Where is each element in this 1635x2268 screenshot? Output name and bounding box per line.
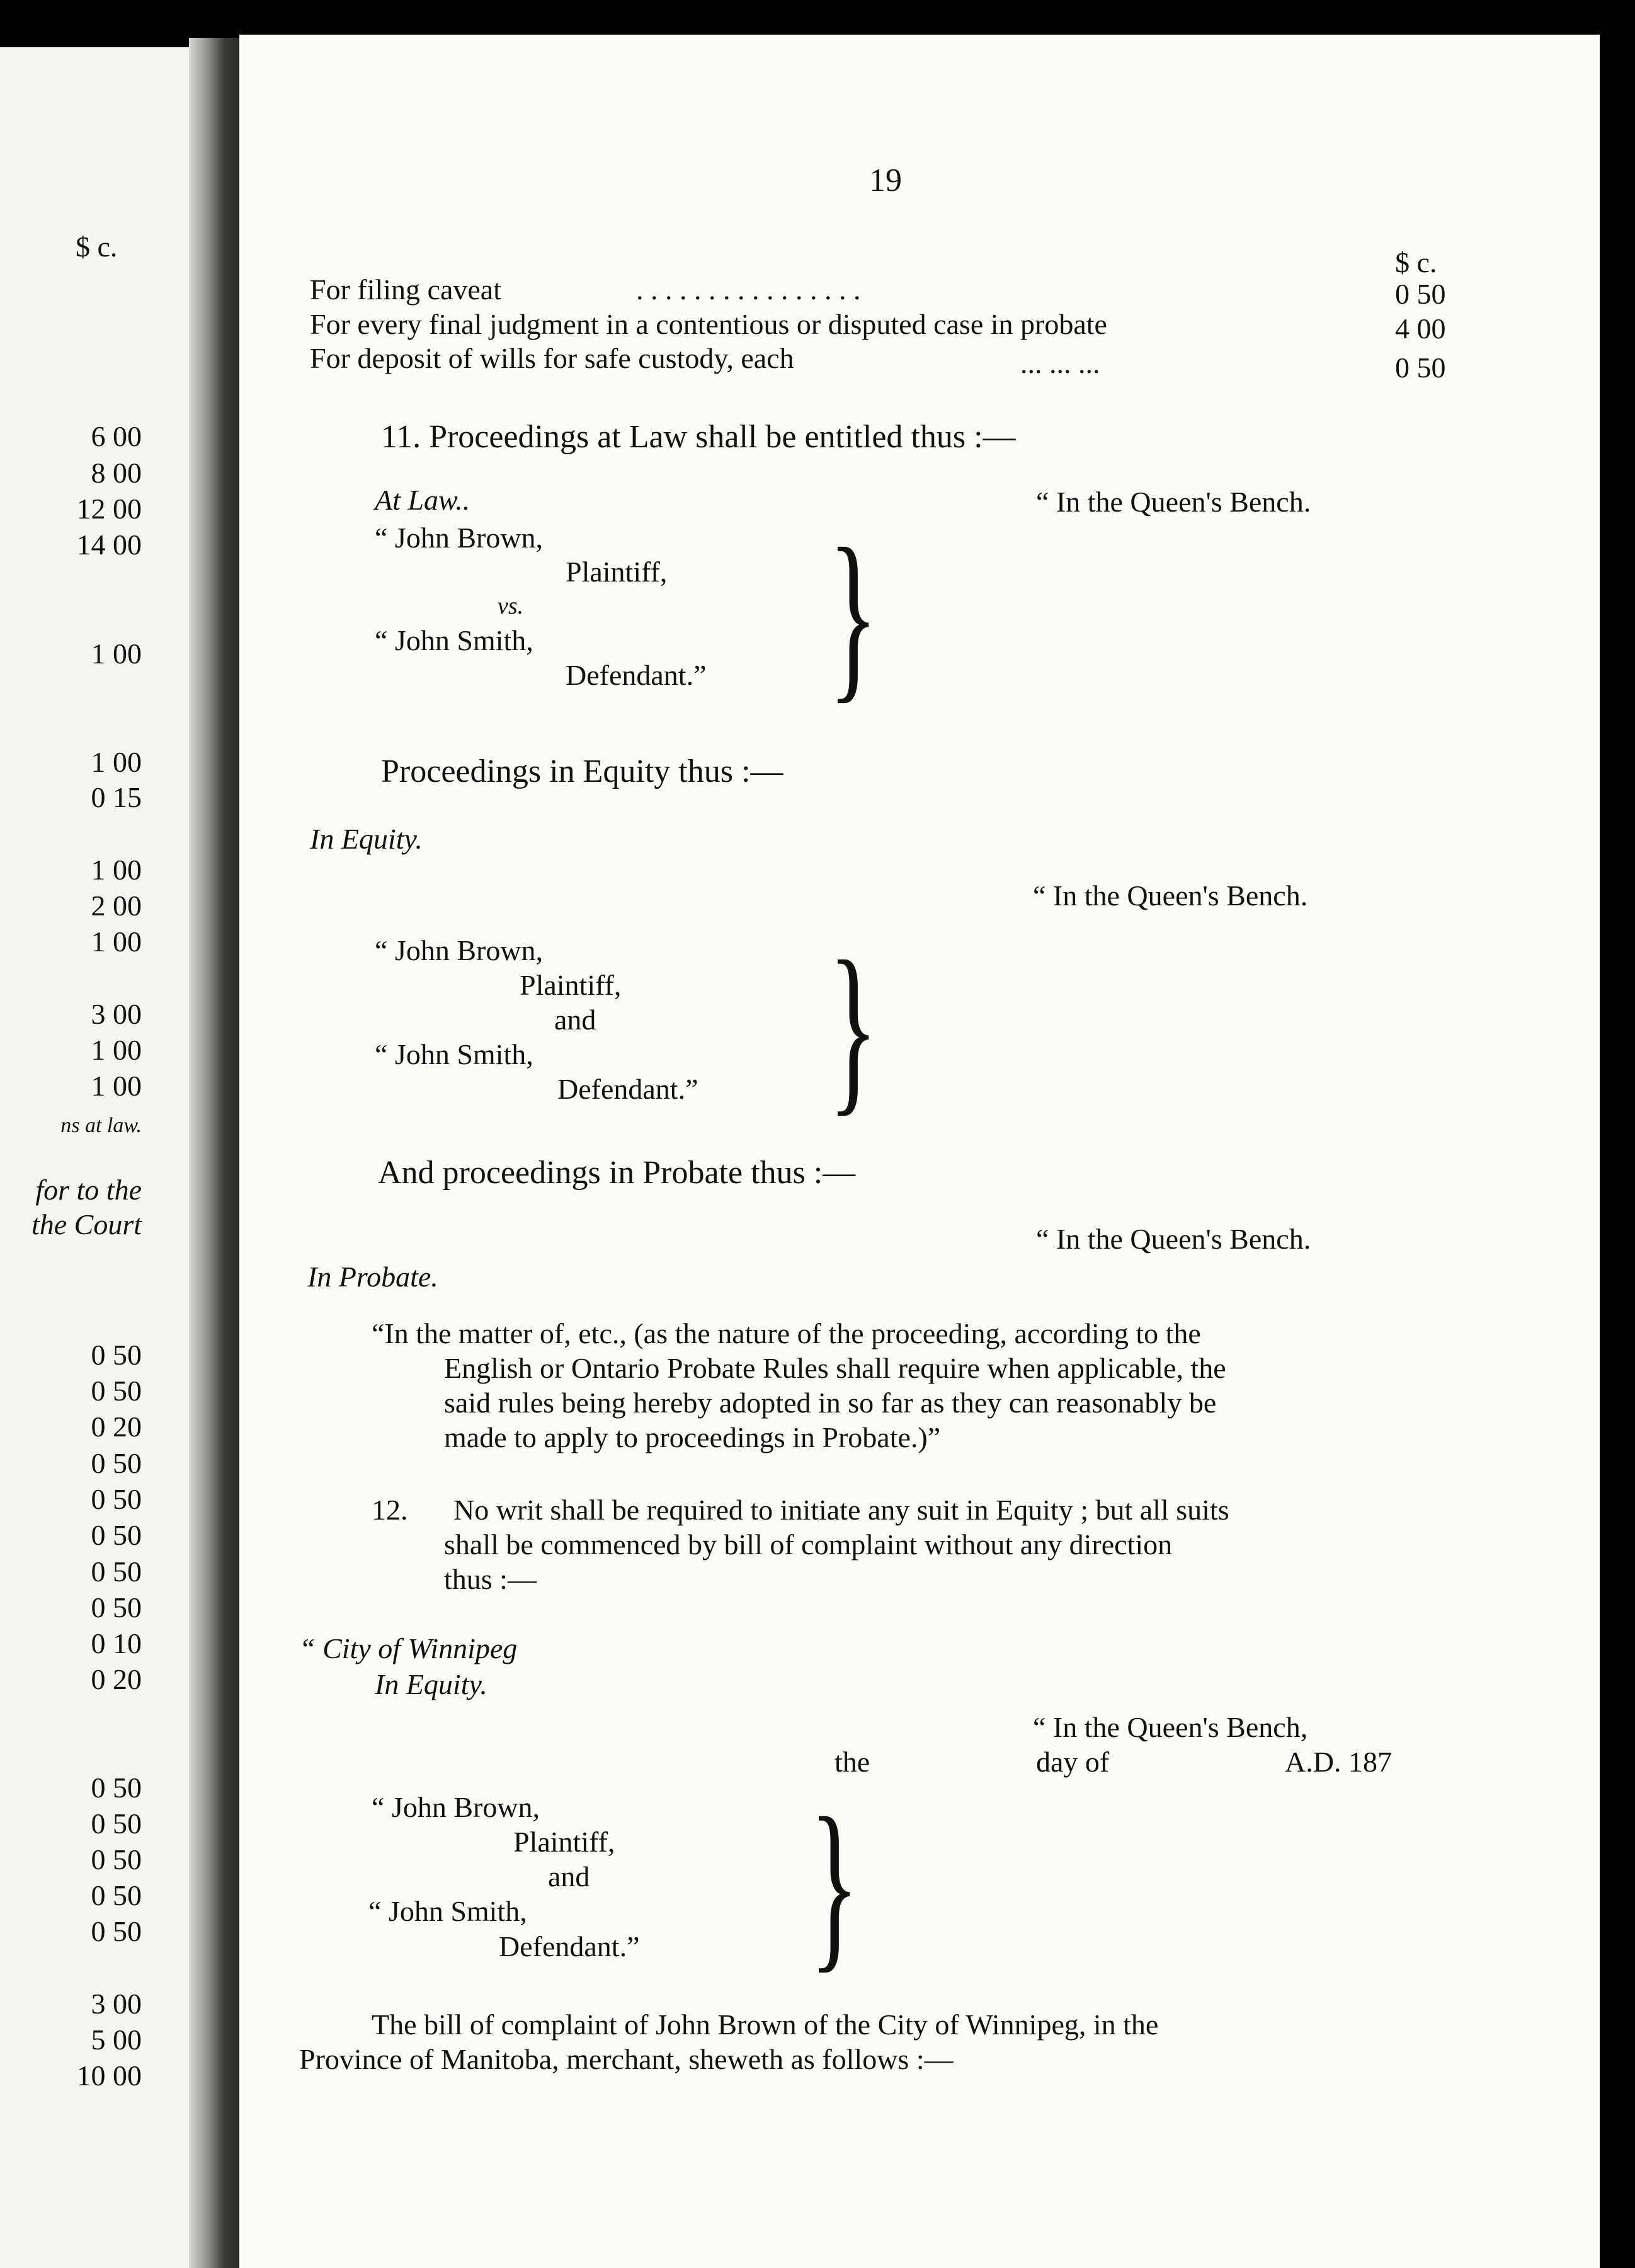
date-year: A.D. 187 <box>1285 1746 1392 1778</box>
left-fragment: ns at law. <box>60 1114 142 1137</box>
section12-number: 12. <box>372 1494 408 1526</box>
law-defendant-label: Defendant.” <box>566 659 707 691</box>
law-plaintiff-label: Plaintiff, <box>566 556 668 588</box>
probate-court: “ In the Queen's Bench. <box>1036 1223 1311 1255</box>
left-amount: 0 50 <box>91 1339 142 1371</box>
book-gutter <box>189 38 239 2268</box>
probate-text-line: said rules being hereby adopted in so far as they can reasonably be <box>444 1387 1217 1419</box>
left-amount: 0 50 <box>91 1843 142 1876</box>
fees-currency-header: $ c. <box>1395 246 1437 278</box>
section12-text-line: No writ shall be required to initiate any suit in Equity ; but all suits <box>453 1494 1229 1526</box>
equity-defendant-label: Defendant.” <box>557 1073 698 1105</box>
fee-amount: 4 00 <box>1395 312 1446 345</box>
left-amount: 14 00 <box>76 529 142 561</box>
law-versus: vs. <box>498 593 524 619</box>
fee-label: For every final judgment in a contentious or disputed case in probate <box>310 308 1107 340</box>
equity-brace: } <box>828 922 879 1131</box>
left-amount: 0 50 <box>91 1555 142 1588</box>
left-amount: 0 10 <box>91 1627 142 1659</box>
equity-defendant-name: “ John Smith, <box>375 1038 533 1070</box>
left-amount: 1 00 <box>91 854 142 886</box>
left-amount: 12 00 <box>76 493 142 525</box>
left-fragment: for to the <box>35 1174 142 1206</box>
bill-text-line: Province of Manitoba, merchant, sheweth as follows :— <box>299 2043 954 2075</box>
section12-court: “ In the Queen's Bench, <box>1033 1711 1308 1743</box>
fee-label: For filing caveat <box>310 273 502 306</box>
section12-text-line: thus :— <box>444 1563 537 1595</box>
section12-defendant-label: Defendant.” <box>499 1930 640 1962</box>
page-number: 19 <box>869 163 902 198</box>
left-amount: 5 00 <box>91 2024 142 2056</box>
section12-defendant-name: “ John Smith, <box>368 1895 527 1927</box>
equity-subheading: In Equity. <box>375 1668 487 1700</box>
left-amount: 0 20 <box>91 1411 142 1443</box>
left-amount: 3 00 <box>91 1988 142 2020</box>
probate-text-line: “In the matter of, etc., (as the nature of the proceeding, according to the <box>372 1317 1201 1349</box>
section12-brace: } <box>809 1779 860 1988</box>
left-amount: 2 00 <box>91 890 142 922</box>
left-amount: 10 00 <box>76 2059 142 2092</box>
left-amount: 0 50 <box>91 1807 142 1840</box>
left-amount: 0 50 <box>91 1519 142 1551</box>
left-amount: 0 50 <box>91 1591 142 1624</box>
right-page <box>239 35 1600 2268</box>
date-day-of: day of <box>1036 1746 1110 1778</box>
left-amount: 0 50 <box>91 1915 142 1947</box>
left-currency-header: $ c. <box>76 231 118 263</box>
equity-intro: Proceedings in Equity thus :— <box>381 753 783 789</box>
equity-and: and <box>554 1004 596 1036</box>
section12-text-line: shall be commenced by bill of complaint without any direction <box>444 1528 1173 1561</box>
probate-heading: In Probate. <box>307 1261 438 1293</box>
left-fragment: the Court <box>31 1208 142 1240</box>
law-brace: } <box>828 510 879 719</box>
left-amount: 1 00 <box>91 1070 142 1102</box>
left-amount: 0 50 <box>91 1447 142 1479</box>
left-amount: 1 00 <box>91 638 142 670</box>
probate-intro: And proceedings in Probate thus :— <box>378 1155 856 1191</box>
equity-heading: In Equity. <box>310 823 423 855</box>
left-amount: 0 50 <box>91 1375 142 1407</box>
fee-leader: . . . . . . . . . . . . . . . . <box>636 273 861 306</box>
section12-plaintiff-name: “ John Brown, <box>372 1791 540 1823</box>
left-amount: 0 50 <box>91 1772 142 1804</box>
left-amount: 0 20 <box>91 1663 142 1695</box>
left-amount: 0 50 <box>91 1879 142 1911</box>
probate-text-line: English or Ontario Probate Rules shall require when applicable, the <box>444 1352 1226 1384</box>
fee-leader: ... ... ... <box>1020 347 1100 379</box>
probate-text-line: made to apply to proceedings in Probate.)” <box>444 1421 941 1453</box>
city-heading: “ City of Winnipeg <box>299 1632 518 1664</box>
equity-court: “ In the Queen's Bench. <box>1033 879 1308 912</box>
equity-plaintiff-label: Plaintiff, <box>520 969 622 1001</box>
section12-plaintiff-label: Plaintiff, <box>513 1826 615 1858</box>
law-heading: At Law.. <box>375 484 470 516</box>
law-court: “ In the Queen's Bench. <box>1036 486 1311 518</box>
fee-label: For deposit of wills for safe custody, each <box>310 342 794 374</box>
bill-text-line: The bill of complaint of John Brown of the City of Winnipeg, in the <box>372 2008 1159 2041</box>
law-plaintiff-name: “ John Brown, <box>375 522 544 554</box>
fee-amount: 0 50 <box>1395 278 1446 310</box>
left-amount: 0 50 <box>91 1483 142 1515</box>
left-amount: 8 00 <box>91 457 142 489</box>
equity-plaintiff-name: “ John Brown, <box>375 934 544 966</box>
left-amount: 1 00 <box>91 1034 142 1066</box>
left-amount: 6 00 <box>91 420 142 452</box>
left-amount: 1 00 <box>91 925 142 958</box>
law-defendant-name: “ John Smith, <box>375 624 533 656</box>
left-amount: 0 15 <box>91 781 142 813</box>
left-facing-page <box>0 47 189 2268</box>
section11-intro: 11. Proceedings at Law shall be entitled thus :— <box>381 419 1016 455</box>
date-the: the <box>835 1746 870 1778</box>
left-amount: 3 00 <box>91 998 142 1030</box>
fee-amount: 0 50 <box>1395 352 1446 384</box>
left-amount: 1 00 <box>91 746 142 778</box>
section12-and: and <box>548 1860 590 1893</box>
